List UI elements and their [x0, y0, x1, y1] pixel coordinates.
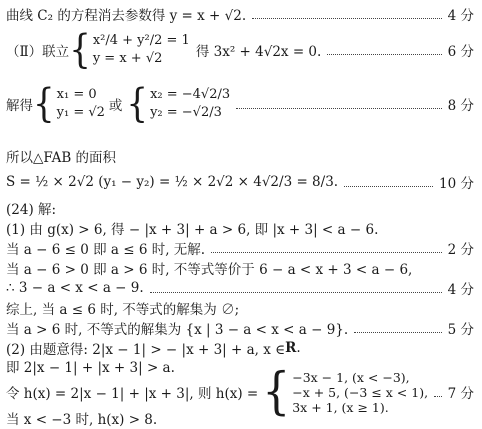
line-text: ∴ 3 − a < x < a − 9.: [6, 280, 144, 296]
line-prefix: 令 h(x) = 2|x − 1| + |x + 3|, 则 h(x) =: [6, 386, 259, 402]
line-case-gt6: [6, 258, 474, 278]
real-set-symbol: R: [285, 340, 297, 356]
brace-icon: {: [33, 81, 55, 127]
piece-case-3: 3x + 1, (x ≥ 1).: [292, 399, 389, 415]
dot-leader: [150, 283, 442, 293]
system-eq1: x²/4 + y²/2 = 1: [92, 33, 190, 48]
dot-leader: [252, 9, 441, 19]
line-suffix: 得 3x² + 4√2x = 0.: [195, 44, 322, 60]
line-text: 所以△FAB 的面积: [6, 150, 117, 166]
score-label: 7 分: [447, 386, 474, 402]
equation-system: [69, 27, 190, 73]
line-therefore: [6, 278, 474, 298]
line-text: 当 a − 6 ≤ 0 即 a ≤ 6 时, 无解.: [6, 242, 206, 258]
system-eq2: y = x + √2: [92, 51, 163, 66]
solution-b: [126, 81, 231, 127]
piece-case-1: −3x − 1, (x < −3),: [292, 369, 410, 385]
dot-leader: [211, 243, 442, 253]
dot-leader: [344, 177, 433, 187]
line-case-le6: [6, 238, 474, 258]
line-case-lt-neg3: [6, 408, 474, 428]
score-label: 4 分: [447, 8, 474, 24]
score-label: 8 分: [447, 98, 474, 114]
score-label: 10 分: [439, 176, 474, 192]
solution-y1: y₁ = √2: [56, 105, 105, 120]
solution-x2: x₂ = −4√2/3: [150, 87, 231, 102]
line-part1: [6, 218, 474, 238]
line-solution-set: [6, 318, 474, 338]
line-text: (2) 由题意得: 2|x − 1| > − |x + 3| + a, x ∈: [6, 342, 286, 358]
brace-icon: {: [126, 81, 149, 127]
line-text: S = ½ × 2√2 (y₁ − y₂) = ½ × 2√2 × 4√2/3 = 8/3.: [6, 174, 339, 190]
solution-y2: y₂ = −√2/3: [150, 105, 222, 120]
line-text: (24) 解:: [6, 202, 57, 218]
line-text: 即 2|x − 1| + |x + 3| > a.: [6, 360, 175, 376]
line-simultaneous: [6, 27, 474, 73]
line-text: 综上, 当 a ≤ 6 时, 不等式的解集为 ∅;: [6, 302, 240, 318]
line-prefix: 解得: [6, 98, 33, 114]
dot-leader: [327, 45, 441, 55]
dot-leader: [354, 323, 441, 333]
brace-icon: {: [262, 362, 291, 421]
line-text: (1) 由 g(x) > 6, 得 − |x + 3| + a > 6, 即 |x + 3| < a − 6.: [6, 222, 379, 238]
brace-icon: {: [69, 27, 91, 73]
dot-leader: [434, 387, 442, 397]
score-label: 6 分: [447, 44, 474, 60]
score-label: 5 分: [447, 322, 474, 338]
line-solutions: [6, 81, 474, 127]
score-label: 2 分: [447, 242, 474, 258]
line-text: 曲线 C₂ 的方程消去参数得 y = x + √2.: [6, 8, 247, 24]
score-label: 4 分: [447, 282, 474, 298]
line-problem-24: [6, 198, 474, 218]
line-text: 当 a − 6 > 0 即 a > 6 时, 不等式等价于 6 − a < x + 3 < a − 6,: [6, 262, 413, 278]
dot-leader: [236, 99, 441, 109]
line-prefix: （Ⅱ）联立: [6, 44, 70, 60]
solution-x1: x₁ = 0: [56, 87, 97, 102]
piece-case-2: −x + 5, (−3 ≤ x < 1),: [292, 384, 429, 400]
connector-or: 或: [108, 98, 123, 114]
line-part2: [6, 338, 474, 358]
line-curve-equation: [6, 4, 474, 24]
line-text: 当 x < −3 时, h(x) > 8.: [6, 412, 158, 428]
solution-a: [33, 81, 105, 127]
line-area-formula: [6, 172, 474, 192]
line-area-heading: [6, 146, 474, 166]
line-end: .: [296, 340, 301, 356]
line-text: 当 a > 6 时, 不等式的解集为 {x | 3 − a < x < a − 9}.: [6, 322, 349, 338]
line-summary: [6, 298, 474, 318]
